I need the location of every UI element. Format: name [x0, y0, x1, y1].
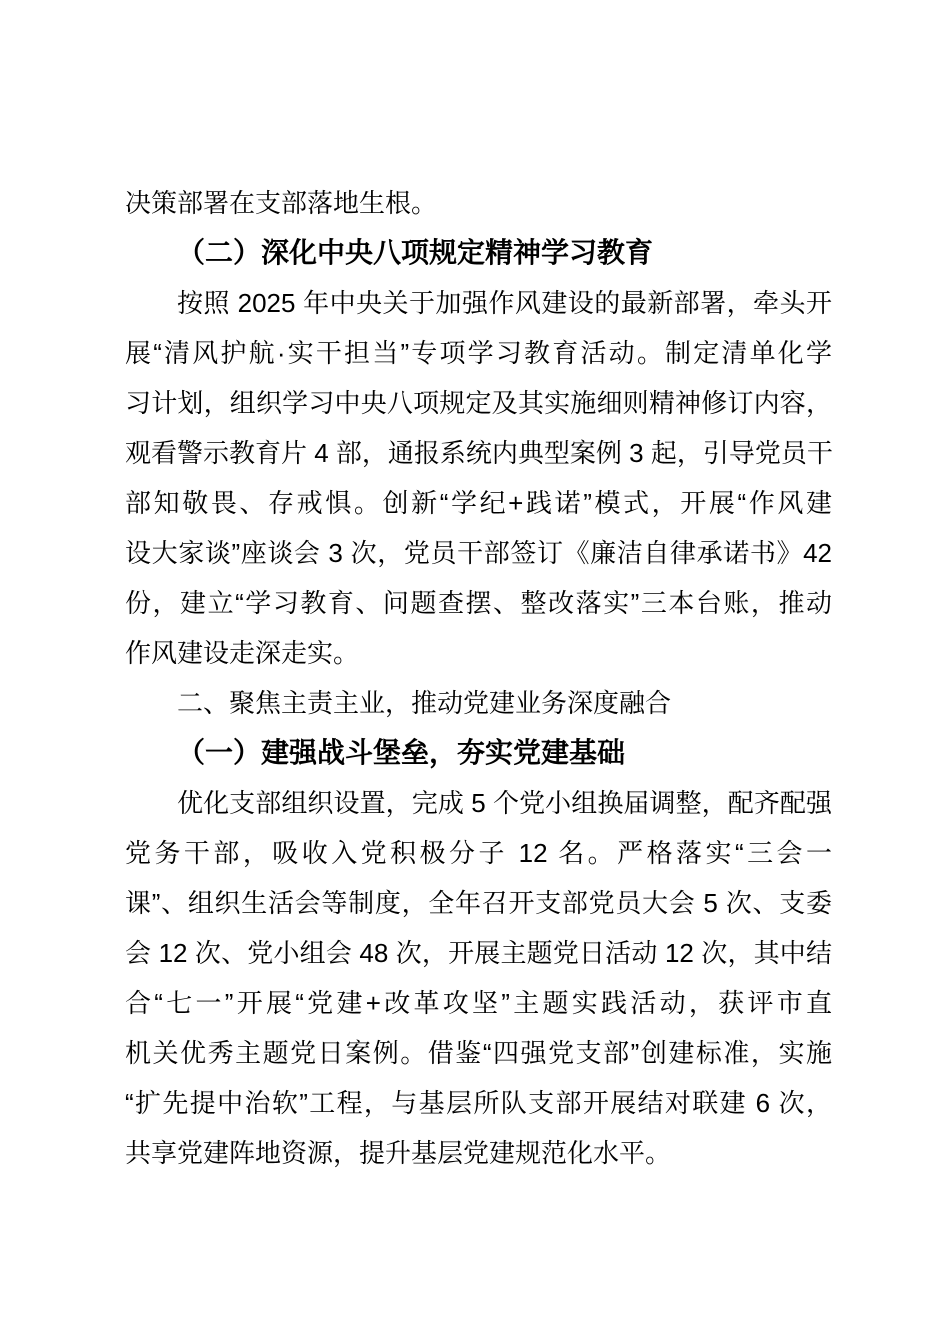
body-text-line: 决策部署在支部落地生根。	[125, 188, 438, 218]
body-text-line: 份，建立“学习教育、问题查摆、整改落实”三本台账，推动	[125, 588, 832, 618]
body-text-line: 习计划，组织学习中央八项规定及其实施细则精神修订内容，	[125, 388, 832, 418]
body-text-line: 观看警示教育片 4 部，通报系统内典型案例 3 起，引导党员干	[125, 438, 833, 468]
body-text-line: 课”、组织生活会等制度，全年召开支部党员大会 5 次、支委	[125, 888, 832, 918]
body-text-line: 展“清风护航·实干担当”专项学习教育活动。制定清单化学	[125, 338, 832, 368]
heading-line: （一）建强战斗堡垒，夯实党建基础	[177, 737, 626, 768]
body-text-line: 作风建设走深走实。	[125, 638, 360, 668]
body-text-line: “扩先提中治软”工程，与基层所队支部开展结对联建 6 次，	[125, 1088, 832, 1118]
body-text-line: 按照 2025 年中央关于加强作风建设的最新部署，牵头开	[177, 288, 832, 318]
heading-line: （二）深化中央八项规定精神学习教育	[177, 237, 654, 268]
body-text-line: 优化支部组织设置，完成 5 个党小组换届调整，配齐配强	[177, 788, 832, 818]
body-text-line: 设大家谈”座谈会 3 次，党员干部签订《廉洁自律承诺书》42	[125, 538, 832, 568]
body-text-line: 共享党建阵地资源，提升基层党建规范化水平。	[125, 1138, 672, 1168]
document-body	[125, 178, 832, 1178]
body-text-line: 部知敬畏、存戒惧。创新“学纪+践诺”模式，开展“作风建	[125, 488, 832, 518]
body-text-line: 党务干部，吸收入党积极分子 12 名。严格落实“三会一	[125, 838, 832, 868]
body-text-line: 机关优秀主题党日案例。借鉴“四强党支部”创建标准，实施	[125, 1038, 832, 1068]
body-text-line: 会 12 次、党小组会 48 次，开展主题党日活动 12 次，其中结	[125, 938, 832, 968]
body-text-line: 合“七一”开展“党建+改革攻坚”主题实践活动，获评市直	[125, 988, 832, 1018]
heading-line: 二、聚焦主责主业，推动党建业务深度融合	[177, 688, 672, 718]
